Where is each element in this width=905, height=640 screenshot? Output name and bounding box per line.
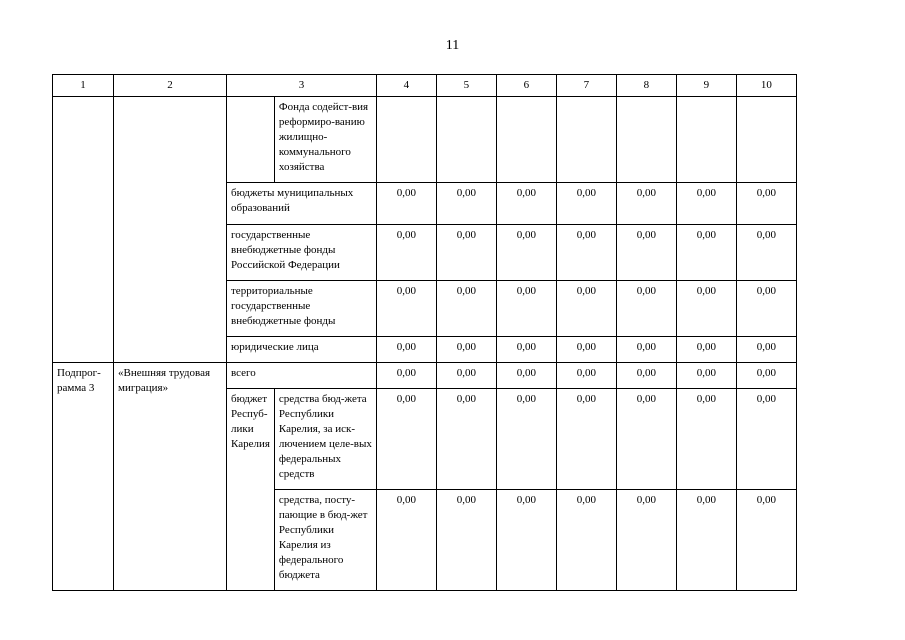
value-cell: 0,00	[376, 337, 436, 363]
value-cell: 0,00	[676, 337, 736, 363]
row-label: средства, посту-пающие в бюд-жет Республики Карелия из федерального бюджета	[274, 490, 376, 591]
row-label: Фонда содейст-вия реформиро-ванию жилищно-коммунального хозяйства	[274, 97, 376, 183]
header-cell: 9	[676, 75, 736, 97]
subprogram-code: Подпрог-рамма 3	[53, 363, 114, 591]
empty-cell	[227, 97, 275, 183]
header-row	[53, 75, 797, 97]
budget-label: бюджет Респуб-лики Карелия	[227, 389, 275, 591]
value-cell: 0,00	[556, 183, 616, 225]
value-cell: 0,00	[376, 281, 436, 337]
value-cell: 0,00	[436, 225, 496, 281]
budget-table	[52, 74, 797, 591]
value-cell: 0,00	[436, 337, 496, 363]
value-cell: 0,00	[496, 225, 556, 281]
value-cell: 0,00	[496, 490, 556, 591]
value-cell: 0,00	[676, 363, 736, 389]
table-row	[53, 363, 797, 389]
value-cell: 0,00	[616, 225, 676, 281]
header-cell: 10	[736, 75, 796, 97]
value-cell: 0,00	[376, 183, 436, 225]
value-cell: 0,00	[556, 363, 616, 389]
header-cell: 7	[556, 75, 616, 97]
value-cell: 0,00	[736, 363, 796, 389]
value-cell: 0,00	[436, 183, 496, 225]
value-cell: 0,00	[616, 183, 676, 225]
value-cell: 0,00	[556, 490, 616, 591]
value-cell: 0,00	[376, 490, 436, 591]
value-cell: 0,00	[736, 183, 796, 225]
value-cell: 0,00	[736, 337, 796, 363]
value-cell: 0,00	[496, 183, 556, 225]
table-row	[53, 97, 797, 183]
value-cell: 0,00	[676, 183, 736, 225]
value-cell: 0,00	[496, 281, 556, 337]
row-label: государственные внебюджетные фонды Российской Федерации	[227, 225, 377, 281]
value-cell: 0,00	[496, 337, 556, 363]
value-cell: 0,00	[436, 389, 496, 490]
value-cell: 0,00	[676, 389, 736, 490]
value-cell: 0,00	[376, 389, 436, 490]
value-cell: 0,00	[496, 363, 556, 389]
row-label: территориальные государственные внебюджетные фонды	[227, 281, 377, 337]
header-cell: 2	[114, 75, 227, 97]
header-cell: 5	[436, 75, 496, 97]
value-cell: 0,00	[616, 363, 676, 389]
value-cell: 0,00	[616, 389, 676, 490]
subprogram-name: «Внешняя трудовая миграция»	[114, 363, 227, 591]
header-cell: 1	[53, 75, 114, 97]
value-cell: 0,00	[736, 389, 796, 490]
value-cell: 0,00	[496, 389, 556, 490]
header-cell: 4	[376, 75, 436, 97]
value-cell: 0,00	[736, 281, 796, 337]
empty-cell	[53, 97, 114, 363]
row-label: средства бюд-жета Республики Карелия, за иск-лючением целе-вых федеральных средств	[274, 389, 376, 490]
header-cell: 8	[616, 75, 676, 97]
value-cell: 0,00	[556, 281, 616, 337]
row-label: юридические лица	[227, 337, 377, 363]
value-cell: 0,00	[676, 225, 736, 281]
value-cell: 0,00	[376, 363, 436, 389]
value-cell: 0,00	[616, 490, 676, 591]
value-cell: 0,00	[556, 389, 616, 490]
value-cell: 0,00	[616, 281, 676, 337]
value-cell: 0,00	[676, 281, 736, 337]
value-cell: 0,00	[736, 225, 796, 281]
value-cell: 0,00	[616, 337, 676, 363]
value-cell: 0,00	[556, 225, 616, 281]
page-number: 11	[445, 38, 460, 53]
header-cell: 6	[496, 75, 556, 97]
value-cell: 0,00	[376, 225, 436, 281]
value-cell: 0,00	[436, 281, 496, 337]
row-label: всего	[227, 363, 377, 389]
value-cell: 0,00	[556, 337, 616, 363]
value-cell: 0,00	[436, 490, 496, 591]
value-cell: 0,00	[436, 363, 496, 389]
value-cell: 0,00	[736, 490, 796, 591]
empty-cell	[114, 97, 227, 363]
row-label: бюджеты муниципальных образований	[227, 183, 377, 225]
header-cell: 3	[227, 75, 377, 97]
value-cell: 0,00	[676, 490, 736, 591]
